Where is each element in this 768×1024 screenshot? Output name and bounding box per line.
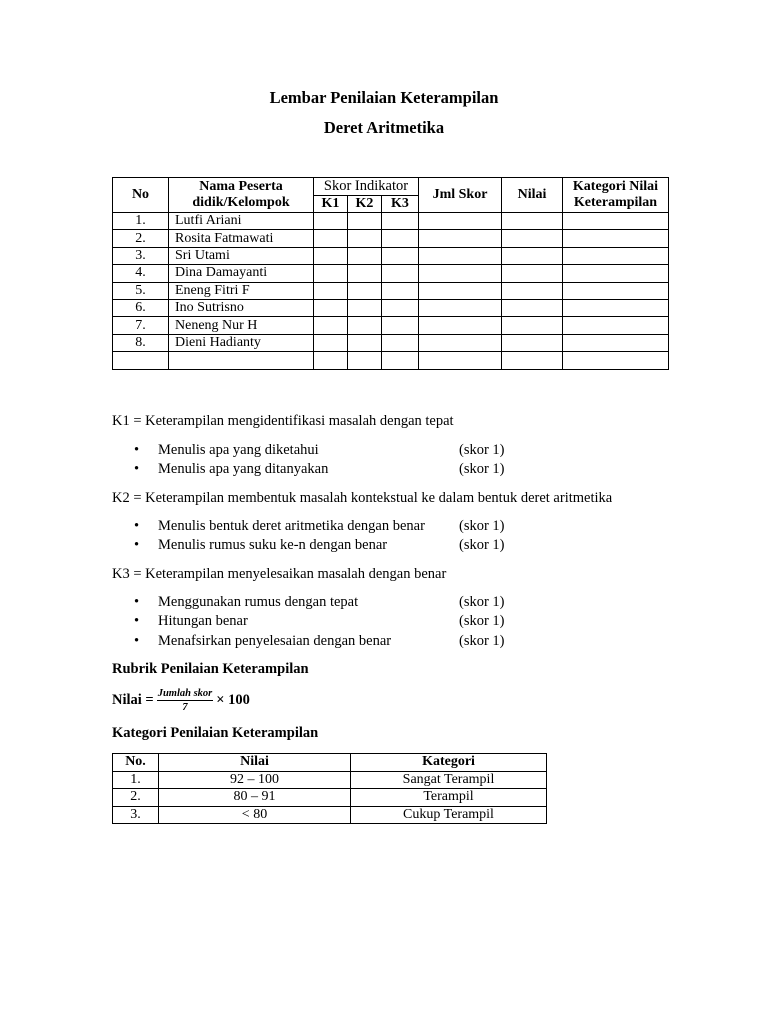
category-cell-kategori: Sangat Terampil [351, 771, 547, 789]
cell-k1 [314, 247, 348, 264]
table-row [113, 352, 669, 369]
cell-jml-skor [419, 213, 502, 230]
category-row [113, 771, 547, 789]
criterion-item [134, 518, 554, 537]
table-row [113, 265, 669, 282]
category-row [113, 806, 547, 824]
cell-jml-skor [419, 299, 502, 316]
category-cell-no: 2. [113, 789, 159, 807]
criterion-item [134, 633, 554, 652]
criterion-item-text: Menggunakan rumus dengan tepat [158, 594, 359, 610]
bullet-icon: • [134, 594, 140, 610]
category-cell-kategori: Cukup Terampil [351, 806, 547, 824]
cell-nilai [502, 265, 563, 282]
cell-kategori [563, 213, 669, 230]
cell-k3 [382, 352, 419, 369]
rubric-heading: Rubrik Penilaian Keterampilan [112, 661, 309, 677]
cell-k2 [348, 282, 382, 299]
criterion-item-score: (skor 1) [459, 518, 505, 534]
cell-k3 [382, 247, 419, 264]
row-nama [169, 352, 314, 369]
category-cell-kategori: Terampil [351, 789, 547, 807]
formula-lhs: Nilai = [112, 692, 154, 708]
cell-kategori [563, 247, 669, 264]
category-cell-nilai: < 80 [159, 806, 351, 824]
criterion-heading-k2: K2 = Keterampilan membentuk masalah kontekstual ke dalam bentuk deret aritmetika [112, 490, 613, 506]
header-k3: K3 [382, 195, 419, 213]
cell-kategori [563, 282, 669, 299]
category-cell-no: 3. [113, 806, 159, 824]
cat-header-nilai: Nilai [159, 754, 351, 772]
cell-k2 [348, 213, 382, 230]
header-jml-skor: Jml Skor [419, 178, 502, 213]
header-k1: K1 [314, 195, 348, 213]
criterion-item-text: Hitungan benar [158, 613, 248, 629]
row-nama: Lutfi Ariani [169, 213, 314, 230]
cell-k2 [348, 230, 382, 247]
table-row [113, 334, 669, 351]
cell-kategori [563, 265, 669, 282]
row-nama: Rosita Fatmawati [169, 230, 314, 247]
criterion-item [134, 594, 554, 613]
row-nama: Sri Utami [169, 247, 314, 264]
bullet-icon: • [134, 518, 140, 534]
cell-nilai [502, 282, 563, 299]
criterion-item-text: Menulis bentuk deret aritmetika dengan benar [158, 518, 425, 534]
cell-k2 [348, 352, 382, 369]
cell-nilai [502, 352, 563, 369]
header-no: No [113, 178, 169, 213]
category-heading: Kategori Penilaian Keterampilan [112, 725, 319, 741]
cell-k1 [314, 282, 348, 299]
assessment-table [112, 177, 669, 370]
criterion-item-text: Menulis rumus suku ke-n dengan benar [158, 537, 388, 553]
category-cell-nilai: 80 – 91 [159, 789, 351, 807]
cell-kategori [563, 352, 669, 369]
header-nilai: Nilai [502, 178, 563, 213]
cell-k3 [382, 230, 419, 247]
bullet-icon: • [134, 537, 140, 553]
table-row [113, 230, 669, 247]
criterion-item [134, 442, 554, 461]
cell-k1 [314, 230, 348, 247]
table-row [113, 247, 669, 264]
criterion-item-score: (skor 1) [459, 442, 505, 458]
cell-k2 [348, 317, 382, 334]
cell-jml-skor [419, 265, 502, 282]
cell-jml-skor [419, 230, 502, 247]
criterion-item-score: (skor 1) [459, 594, 505, 610]
bullet-icon: • [134, 633, 140, 649]
cell-k1 [314, 213, 348, 230]
row-nama: Neneng Nur H [169, 317, 314, 334]
formula-numerator: Jumlah skor [157, 688, 213, 699]
row-no: 7. [113, 317, 169, 334]
cell-k1 [314, 334, 348, 351]
score-formula [112, 688, 250, 713]
header-kategori: Kategori Nilai Keterampilan [563, 178, 669, 213]
category-table [112, 753, 547, 824]
cell-jml-skor [419, 334, 502, 351]
header-k2: K2 [348, 195, 382, 213]
row-no: 5. [113, 282, 169, 299]
cell-k3 [382, 265, 419, 282]
bullet-icon: • [134, 613, 140, 629]
cell-kategori [563, 317, 669, 334]
category-cell-no: 1. [113, 771, 159, 789]
criterion-item-score: (skor 1) [459, 537, 505, 553]
header-nama: Nama Peserta didik/Kelompok [169, 178, 314, 213]
cell-nilai [502, 334, 563, 351]
criterion-item-score: (skor 1) [459, 613, 505, 629]
row-no: 6. [113, 299, 169, 316]
table-row [113, 317, 669, 334]
row-nama: Eneng Fitri F [169, 282, 314, 299]
row-nama: Ino Sutrisno [169, 299, 314, 316]
criterion-item-text: Menafsirkan penyelesaian dengan benar [158, 633, 392, 649]
header-skor-indikator: Skor Indikator [314, 178, 419, 196]
cell-k2 [348, 334, 382, 351]
cell-k3 [382, 299, 419, 316]
document-title: Lembar Penilaian Keterampilan [269, 88, 499, 107]
cell-k3 [382, 213, 419, 230]
category-row [113, 789, 547, 807]
cell-k2 [348, 299, 382, 316]
criterion-heading-k1: K1 = Keterampilan mengidentifikasi masalah dengan tepat [112, 413, 454, 429]
cell-k3 [382, 317, 419, 334]
criterion-item-score: (skor 1) [459, 461, 505, 477]
cell-nilai [502, 317, 563, 334]
row-no [113, 352, 169, 369]
row-no: 3. [113, 247, 169, 264]
bullet-icon: • [134, 442, 140, 458]
cell-nilai [502, 230, 563, 247]
table-row [113, 213, 669, 230]
row-no: 4. [113, 265, 169, 282]
formula-denominator: 7 [182, 702, 188, 713]
cell-kategori [563, 230, 669, 247]
category-cell-nilai: 92 – 100 [159, 771, 351, 789]
table-row [113, 282, 669, 299]
row-nama: Dieni Hadianty [169, 334, 314, 351]
criterion-item-text: Menulis apa yang ditanyakan [158, 461, 329, 477]
cell-jml-skor [419, 317, 502, 334]
formula-fraction [157, 688, 214, 713]
cell-nilai [502, 299, 563, 316]
cat-header-kategori: Kategori [351, 754, 547, 772]
cell-kategori [563, 299, 669, 316]
document-subtitle: Deret Aritmetika [323, 118, 445, 137]
row-no: 1. [113, 213, 169, 230]
cell-k1 [314, 265, 348, 282]
cat-header-no: No. [113, 754, 159, 772]
criterion-item [134, 613, 554, 632]
row-no: 8. [113, 334, 169, 351]
cell-jml-skor [419, 352, 502, 369]
criterion-item [134, 461, 554, 480]
table-row [113, 299, 669, 316]
cell-k1 [314, 299, 348, 316]
cell-k1 [314, 352, 348, 369]
cell-k2 [348, 247, 382, 264]
bullet-icon: • [134, 461, 140, 477]
criterion-item [134, 537, 554, 556]
cell-kategori [563, 334, 669, 351]
cell-k2 [348, 265, 382, 282]
criterion-heading-k3: K3 = Keterampilan menyelesaikan masalah dengan benar [112, 566, 447, 582]
cell-jml-skor [419, 282, 502, 299]
cell-k3 [382, 282, 419, 299]
cell-nilai [502, 247, 563, 264]
cell-k1 [314, 317, 348, 334]
cell-k3 [382, 334, 419, 351]
criterion-item-text: Menulis apa yang diketahui [158, 442, 319, 458]
row-nama: Dina Damayanti [169, 265, 314, 282]
formula-rhs: × 100 [216, 692, 250, 708]
cell-jml-skor [419, 247, 502, 264]
criterion-item-score: (skor 1) [459, 633, 505, 649]
row-no: 2. [113, 230, 169, 247]
cell-nilai [502, 213, 563, 230]
